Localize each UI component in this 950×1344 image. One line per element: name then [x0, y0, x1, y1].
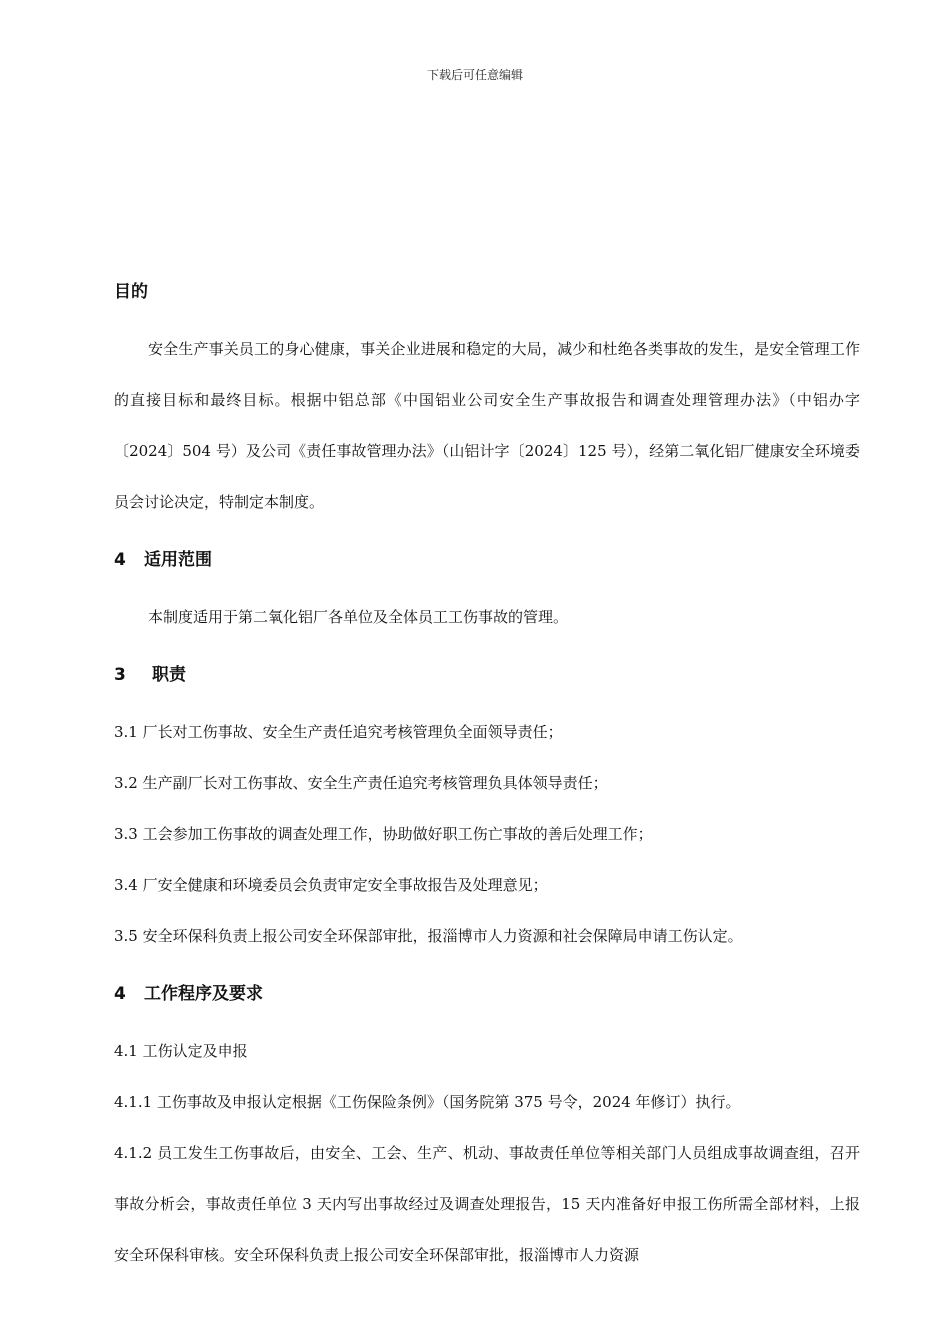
duty-item: 3.2 生产副厂长对工伤事故、安全生产责任追究考核管理负具体领导责任； — [114, 774, 608, 792]
document-body — [114, 274, 860, 1281]
purpose-paragraph: 安全生产事关员工的身心健康，事关企业进展和稳定的大局，减少和杜绝各类事故的发生，是安全管理工作的直接目标和最终目标。根据中铝总部《中国铝业公司安全生产事故报告和调查处理管理办法》（中铝办字〔2024〕504 号）及公司《责任事故管理办法》（山铝计字〔2024〕125 号），经第二氧化铝厂健康安全环境委员会讨论决定，特制定本制度。 — [114, 340, 860, 511]
duties-list — [114, 707, 860, 962]
duty-item: 3.1 厂长对工伤事故、安全生产责任追究考核管理负全面领导责任； — [114, 723, 563, 741]
section-heading-scope — [114, 542, 860, 578]
page-header-note: 下载后可任意编辑 — [426, 68, 523, 82]
section-heading-procedure — [114, 976, 860, 1012]
duty-item: 3.4 厂安全健康和环境委员会负责审定安全事故报告及处理意见； — [114, 876, 548, 894]
section-number: 4 — [114, 984, 126, 1004]
section-title: 目的 — [114, 282, 148, 302]
section-title: 适用范围 — [144, 550, 212, 570]
section-title: 工作程序及要求 — [144, 984, 263, 1004]
duty-item: 3.5 安全环保科负责上报公司安全环保部审批，报淄博市人力资源和社会保障局申请工伤认定。 — [114, 927, 743, 945]
duty-item: 3.3 工会参加工伤事故的调查处理工作，协助做好职工伤亡事故的善后处理工作； — [114, 825, 653, 843]
subsection-title: 4.1 工伤认定及申报 — [114, 1042, 248, 1060]
section-number: 4 — [114, 550, 126, 570]
procedure-item: 4.1.2 员工发生工伤事故后，由安全、工会、生产、机动、事故责任单位等相关部门人员组成事故调查组，召开事故分析会，事故责任单位 3 天内写出事故经过及调查处理报告，15 天内准备好申报工伤所需全部材料，上报安全环保科审核。安全环保科负责上报公司安全环保部审批，报淄博市人力资源 — [114, 1144, 860, 1264]
section-heading-purpose — [114, 274, 860, 310]
section-heading-duties — [114, 657, 860, 693]
procedure-item: 4.1.1 工伤事故及申报认定根据《工伤保险条例》（国务院第 375 号令，2024 年修订）执行。 — [114, 1093, 741, 1111]
scope-paragraph: 本制度适用于第二氧化铝厂各单位及全体员工工伤事故的管理。 — [148, 608, 569, 626]
section-number: 3 — [114, 665, 126, 685]
procedure-content — [114, 1026, 860, 1281]
section-title: 职责 — [152, 665, 186, 685]
